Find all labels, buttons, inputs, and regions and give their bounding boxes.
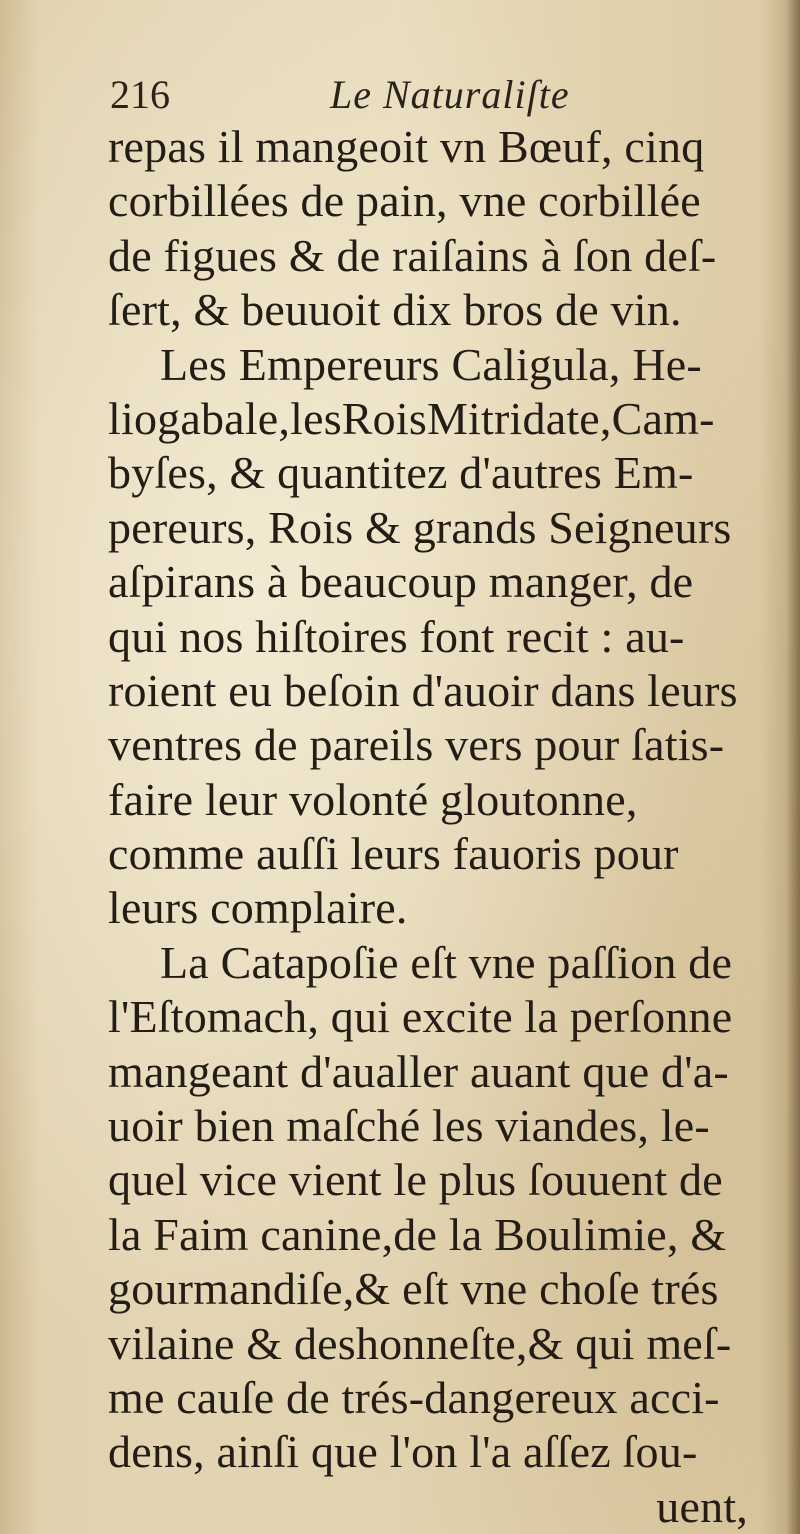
text-line: uoir bien maſché les viandes, le- bbox=[108, 1100, 710, 1152]
page-header bbox=[0, 70, 800, 120]
text-line: corbillées de pain, vne corbillée bbox=[108, 175, 701, 227]
text-line: qui nos hiſtoires font recit : au- bbox=[108, 610, 685, 662]
paragraph-start-line: Les Empereurs Caligula, He- bbox=[160, 338, 702, 390]
paragraph-start-line: La Catapoſie eſt vne paſſion de bbox=[160, 936, 733, 988]
catchword-line: uent, bbox=[656, 1480, 748, 1532]
text-line: la Faim canine,de la Boulimie, & bbox=[108, 1208, 727, 1260]
text-line: me cauſe de trés-dangereux acci- bbox=[108, 1371, 720, 1423]
text-line: vilaine & deshonneſte,& qui meſ- bbox=[108, 1317, 732, 1369]
text-line: liogabale,lesRoisMitridate,Cam- bbox=[108, 392, 715, 444]
text-line: aſpirans à beaucoup manger, de bbox=[108, 556, 694, 608]
text-line: mangeant d'aualler auant que d'a- bbox=[108, 1045, 729, 1097]
text-line: ventres de pareils vers pour ſatis- bbox=[108, 719, 725, 771]
text-line: l'Eſtomach, qui excite la perſonne bbox=[108, 991, 733, 1043]
text-line: dens, ainſi que l'on l'a aſſez ſou- bbox=[108, 1426, 698, 1478]
text-line: faire leur volonté gloutonne, bbox=[108, 773, 638, 825]
text-line: byſes, & quantitez d'autres Em- bbox=[108, 447, 694, 499]
text-line: pereurs, Rois & grands Seigneurs bbox=[108, 501, 732, 553]
text-line: quel vice vient le plus ſouuent de bbox=[108, 1154, 723, 1206]
running-title: Le Naturaliſte bbox=[330, 72, 570, 117]
body-text bbox=[108, 120, 798, 1534]
text-line: ſert, & beuuoit dix bros de vin. bbox=[108, 284, 682, 336]
text-line: comme auſſi leurs fauoris pour bbox=[108, 828, 679, 880]
text-line: leurs complaire. bbox=[108, 882, 408, 934]
text-line: de figues & de raiſains à ſon deſ- bbox=[108, 229, 717, 281]
text-line: roient eu beſoin d'auoir dans leurs bbox=[108, 664, 738, 716]
text-line: gourmandiſe,& eſt vne choſe trés bbox=[108, 1263, 719, 1315]
text-line: repas il mangeoit vn Bœuf, cinq bbox=[108, 121, 705, 172]
page-number: 216 bbox=[110, 72, 170, 117]
